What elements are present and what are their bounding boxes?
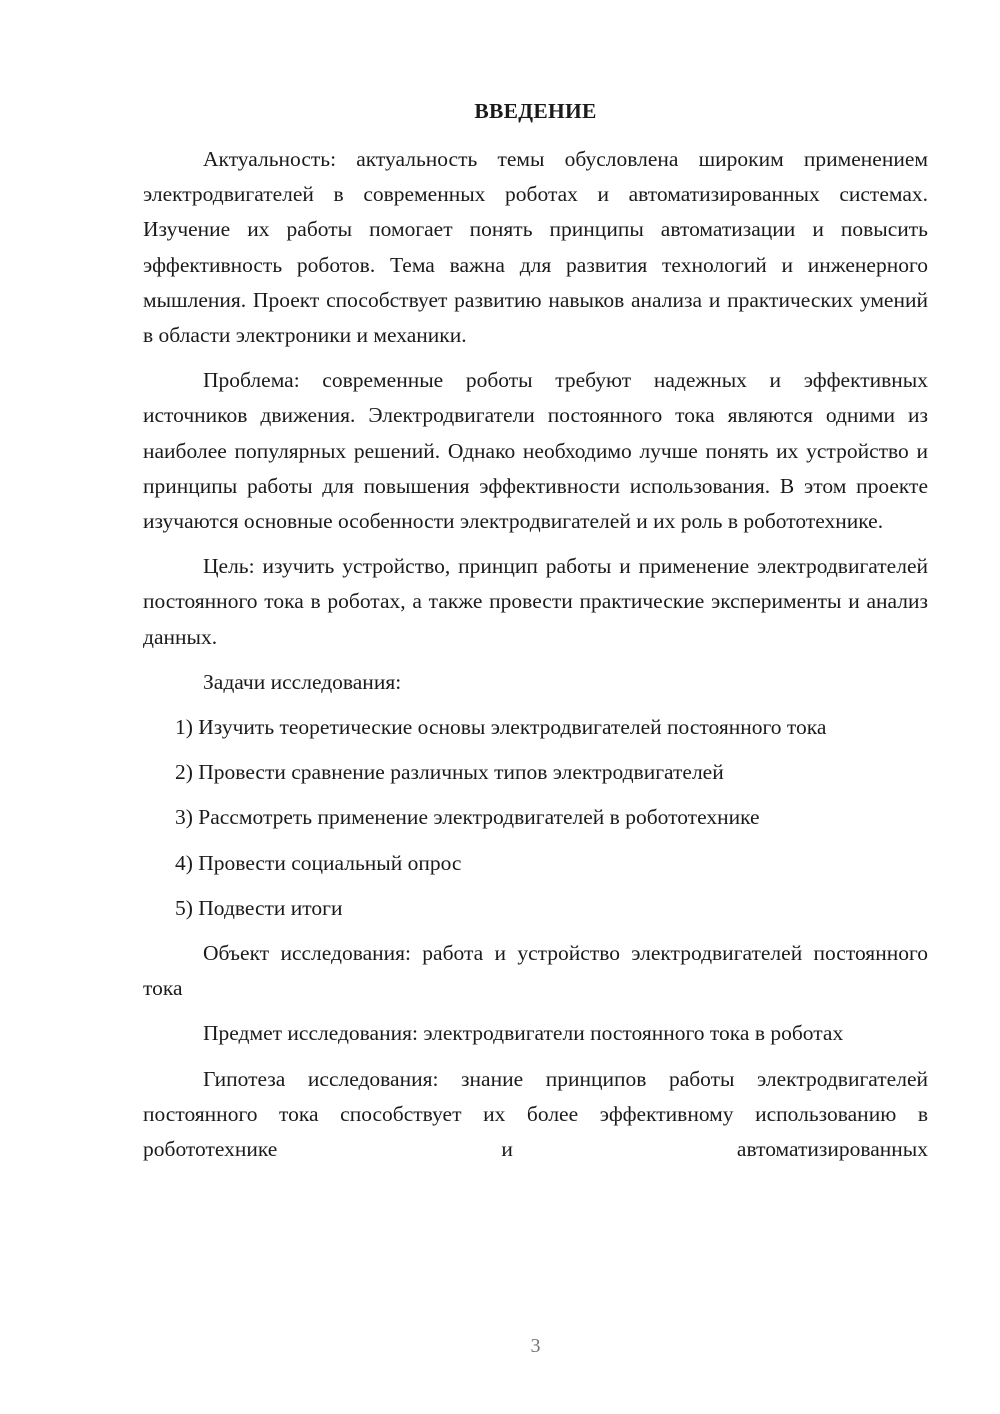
list-item-task-3: 3) Рассмотреть применение электродвигателей в робототехнике <box>175 805 760 830</box>
list-item-task-4: 4) Провести социальный опрос <box>175 850 462 875</box>
document-page <box>143 0 928 1414</box>
list-item-task-2: 2) Провести сравнение различных типов электродвигателей <box>175 760 724 785</box>
list-item-task-5: 5) Подвести итоги <box>175 895 343 920</box>
paragraph-relevance: Актуальность: актуальность темы обусловлена широким применением электродвигателей в современных роботах и автоматизированных системах. Изучение их работы помогает понять принципы автоматизации и повысить эффективность роботов. Тема важна для развития технологий и инженерного мышления. Проект способствует развитию навыков анализа и практических умений в области электроники и механики. <box>143 147 928 348</box>
document-body <box>143 142 928 1167</box>
section-title: ВВЕДЕНИЕ <box>474 99 597 123</box>
paragraph-subject: Предмет исследования: электродвигатели постоянного тока в роботах <box>203 1021 844 1046</box>
page-number: 3 <box>530 1335 541 1357</box>
paragraph-goal: Цель: изучить устройство, принцип работы и применение электродвигателей постоянного тока в роботах, а также провести практические эксперименты и анализ данных. <box>143 554 928 649</box>
paragraph-object: Объект исследования: работа и устройство электродвигателей постоянного тока <box>143 941 928 1001</box>
paragraph-problem: Проблема: современные роботы требуют надежных и эффективных источников движения. Электродвигатели постоянного тока являются одними из наиболее популярных решений. Однако необходимо лучше понять их устройство и принципы работы для повышения эффективности использования. В этом проекте изучаются основные особенности электродвигателей и их роль в робототехнике. <box>143 368 928 534</box>
paragraph-hypothesis: Гипотеза исследования: знание принципов работы электродвигателей постоянного тока способствует их более эффективному использованию в робототехнике и автоматизированных <box>143 1066 928 1162</box>
paragraph-tasks-heading: Задачи исследования: <box>203 669 402 694</box>
list-item-task-1: 1) Изучить теоретические основы электродвигателей постоянного тока <box>175 715 827 740</box>
